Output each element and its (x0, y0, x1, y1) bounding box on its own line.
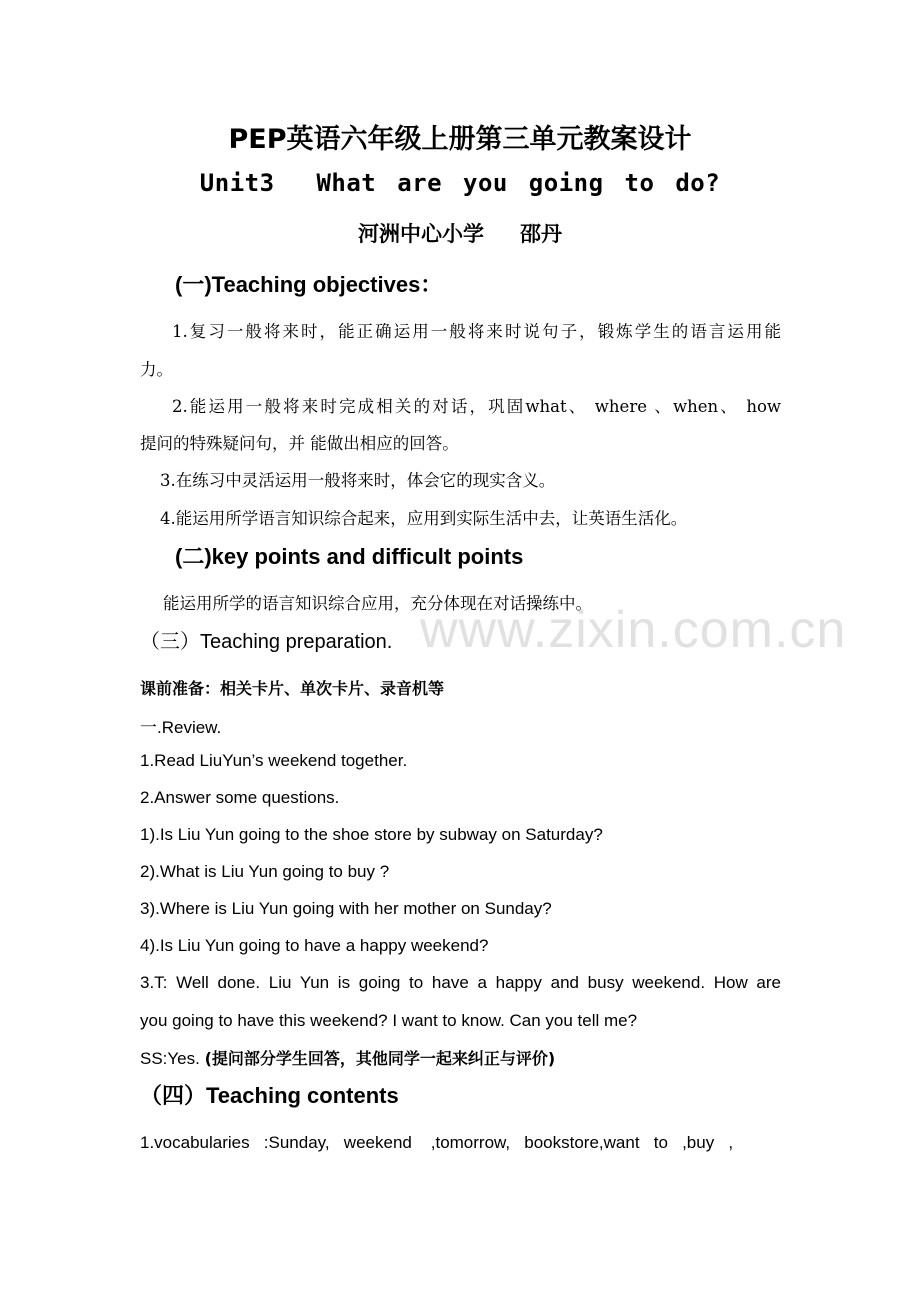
students-response-prefix: SS:Yes. (140, 1049, 200, 1068)
unit-question: What are you going to do? (316, 169, 721, 197)
document-title: PEP英语六年级上册第三单元教案设计 (228, 124, 692, 155)
vocabulary-line: 1.vocabularies :Sunday, weekend ,tomorrow, bookstore,want to ,buy , (140, 1133, 734, 1152)
preparation-text: 课前准备：相关卡片、单次卡片、录音机等 (140, 679, 445, 698)
watermark: www.zixin.com.cn (420, 601, 847, 659)
objective-3: 3.在练习中灵活运用一般将来时，体会它的现实含义。 (160, 471, 556, 490)
students-response (140, 1046, 555, 1069)
objective-2-line-2: 提问的特殊疑问句，并 能做出相应的回答。 (140, 434, 459, 453)
section-preparation-heading: （三）Teaching preparation. (140, 631, 393, 653)
review-title: 一.Review. (140, 718, 222, 737)
review-step-2: 2.Answer some questions. (140, 788, 340, 807)
author-line (0, 218, 920, 248)
review-question-3: 3).Where is Liu Yun going with her mother on Sunday? (140, 899, 552, 918)
students-response-note: (提问部分学生回答，其他同学一起来纠正与评价) (204, 1049, 556, 1068)
section-objectives-heading: (一)Teaching objectives： (175, 272, 443, 297)
section-key-points-heading: (二)key points and difficult points (175, 544, 524, 569)
unit-title (0, 169, 920, 197)
objective-4: 4.能运用所学语言知识综合起来，应用到实际生活中去，让英语生活化。 (160, 509, 688, 528)
unit-prefix: Unit3 (199, 169, 275, 197)
school-name: 河洲中心小学 (358, 222, 484, 246)
objective-2-line-1: 2.能运用一般将来时完成相关的对话，巩固what、 where 、when、 how (172, 397, 781, 416)
review-step-3-line-1: 3.T: Well done. Liu Yun is going to have a happy and busy weekend. How are (140, 973, 781, 992)
review-step-3-line-2: you going to have this weekend? I want to know. Can you tell me? (140, 1011, 638, 1030)
section-contents-heading: （四）Teaching contents (140, 1083, 399, 1108)
review-question-2: 2).What is Liu Yun going to buy ? (140, 862, 390, 881)
review-question-1: 1).Is Liu Yun going to the shoe store by subway on Saturday? (140, 825, 603, 844)
key-points-text: 能运用所学的语言知识综合应用，充分体现在对话操练中。 (163, 594, 592, 613)
review-question-4: 4).Is Liu Yun going to have a happy weekend? (140, 936, 489, 955)
author-name: 邵丹 (520, 222, 562, 246)
objective-1-line-1: 1.复习一般将来时，能正确运用一般将来时说句子，锻炼学生的语言运用能 (172, 322, 781, 341)
review-step-1: 1.Read LiuYun’s weekend together. (140, 751, 408, 770)
objective-1-line-2: 力。 (140, 360, 173, 379)
